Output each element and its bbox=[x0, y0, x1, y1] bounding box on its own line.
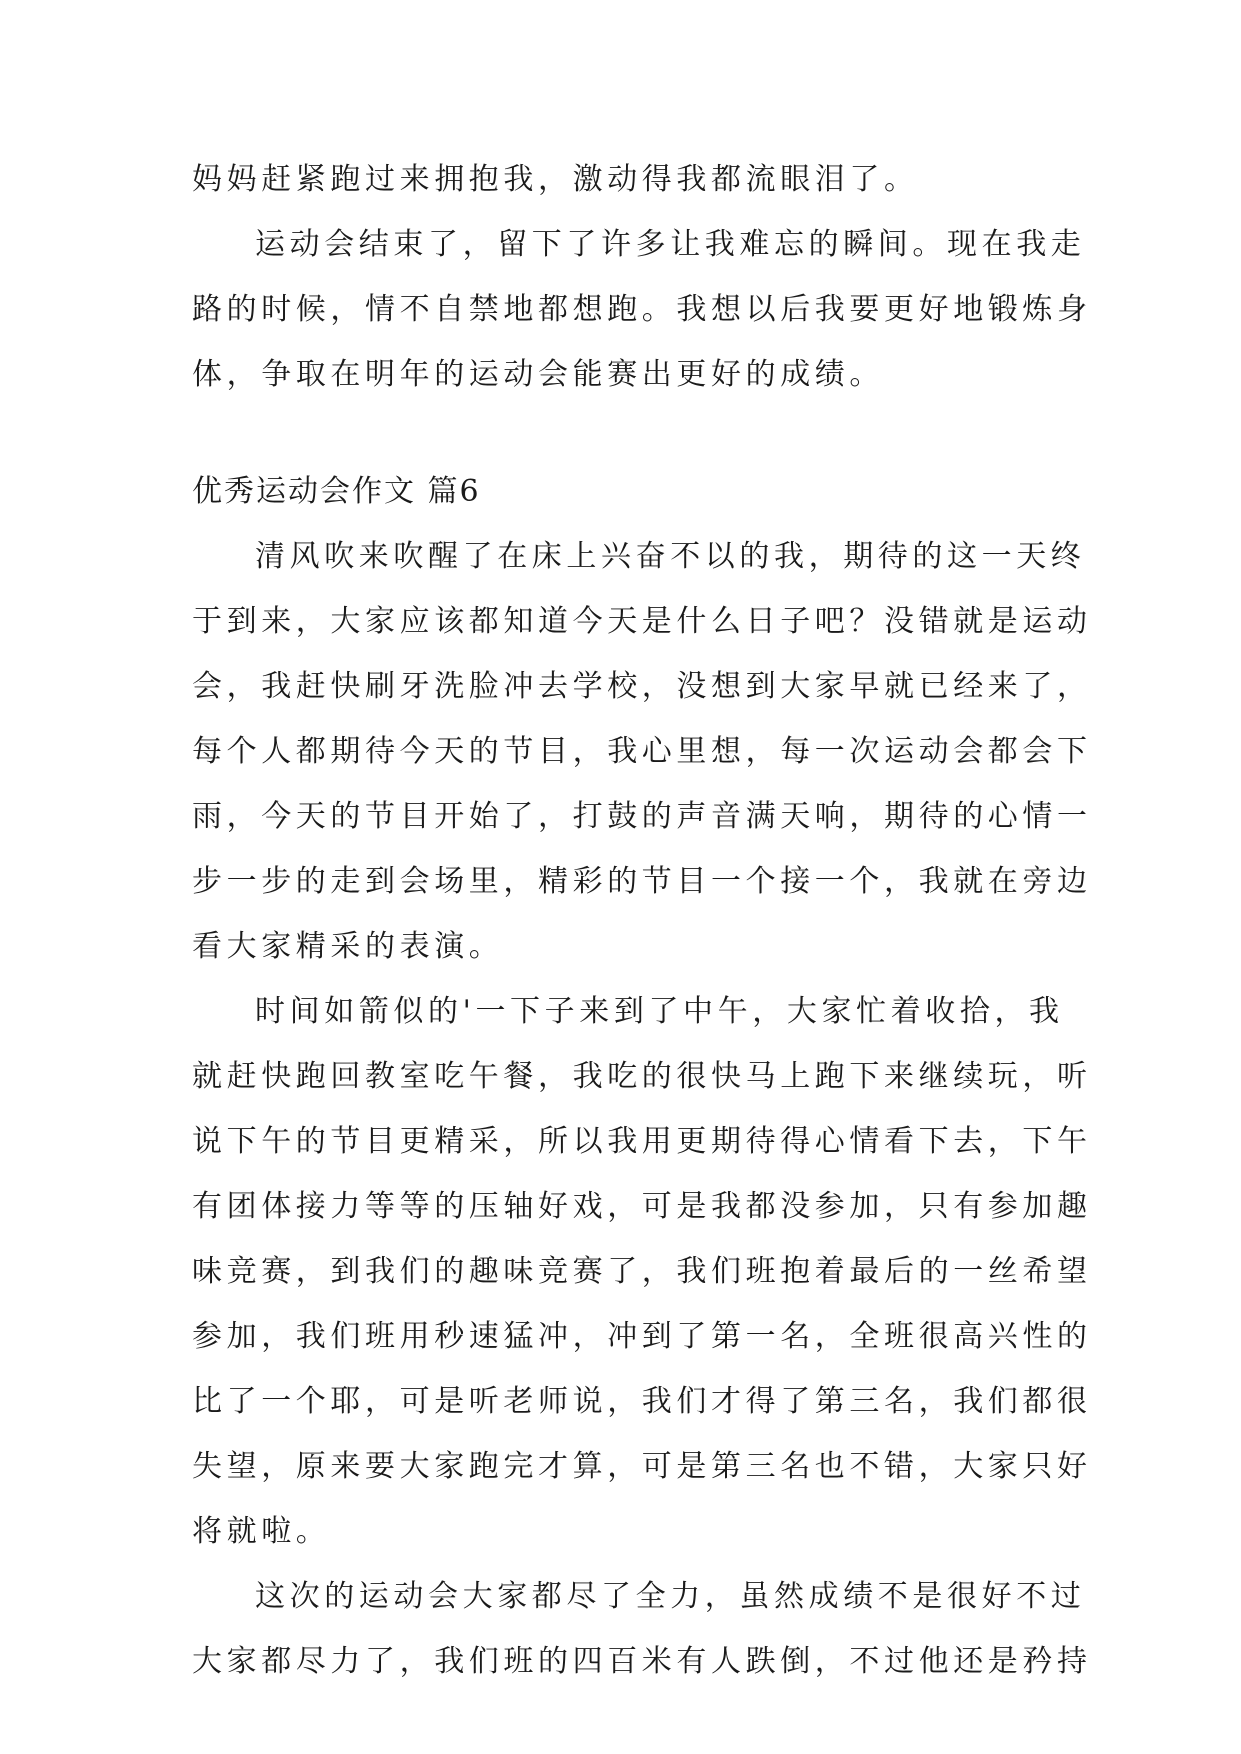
paragraph-line: 说下午的节目更精采，所以我用更期待得心情看下去，下午 bbox=[192, 1124, 1092, 1159]
paragraph-line: 将就啦。 bbox=[192, 1514, 331, 1549]
paragraph-line: 大家都尽力了，我们班的四百米有人跌倒，不过他还是矜持 bbox=[192, 1644, 1092, 1679]
paragraph-line: 每个人都期待今天的节目，我心里想，每一次运动会都会下 bbox=[192, 734, 1092, 769]
paragraph-line: 就赶快跑回教室吃午餐，我吃的很快马上跑下来继续玩，听 bbox=[192, 1059, 1092, 1094]
paragraph-line: 清风吹来吹醒了在床上兴奋不以的我，期待的这一天终 bbox=[255, 539, 1086, 574]
paragraph-line: 味竞赛，到我们的趣味竞赛了，我们班抱着最后的一丝希望 bbox=[192, 1254, 1092, 1289]
paragraph-line: 看大家精采的表演。 bbox=[192, 929, 504, 964]
paragraph-line: 妈妈赶紧跑过来拥抱我，激动得我都流眼泪了。 bbox=[192, 162, 919, 197]
paragraph-line: 路的时候，情不自禁地都想跑。我想以后我要更好地锻炼身 bbox=[192, 292, 1092, 327]
paragraph-line: 这次的运动会大家都尽了全力，虽然成绩不是很好不过 bbox=[255, 1579, 1086, 1614]
paragraph-line: 比了一个耶，可是听老师说，我们才得了第三名，我们都很 bbox=[192, 1384, 1092, 1419]
paragraph-line: 失望，原来要大家跑完才算，可是第三名也不错，大家只好 bbox=[192, 1449, 1092, 1484]
paragraph-line: 于到来，大家应该都知道今天是什么日子吧？没错就是运动 bbox=[192, 604, 1092, 639]
paragraph-line: 参加，我们班用秒速猛冲，冲到了第一名，全班很高兴性的 bbox=[192, 1319, 1092, 1354]
section-heading: 优秀运动会作文 篇6 bbox=[192, 474, 481, 509]
paragraph-line: 运动会结束了，留下了许多让我难忘的瞬间。现在我走 bbox=[255, 227, 1086, 262]
paragraph-line: 雨，今天的节目开始了，打鼓的声音满天响，期待的心情一 bbox=[192, 799, 1092, 834]
paragraph-line: 时间如箭似的'一下子来到了中午，大家忙着收拾，我 bbox=[255, 994, 1064, 1029]
paragraph-line: 步一步的走到会场里，精彩的节目一个接一个，我就在旁边 bbox=[192, 864, 1092, 899]
paragraph-line: 体，争取在明年的运动会能赛出更好的成绩。 bbox=[192, 357, 884, 392]
paragraph-line: 会，我赶快刷牙洗脸冲去学校，没想到大家早就已经来了， bbox=[192, 669, 1092, 704]
paragraph-line: 有团体接力等等的压轴好戏，可是我都没参加，只有参加趣 bbox=[192, 1189, 1092, 1224]
